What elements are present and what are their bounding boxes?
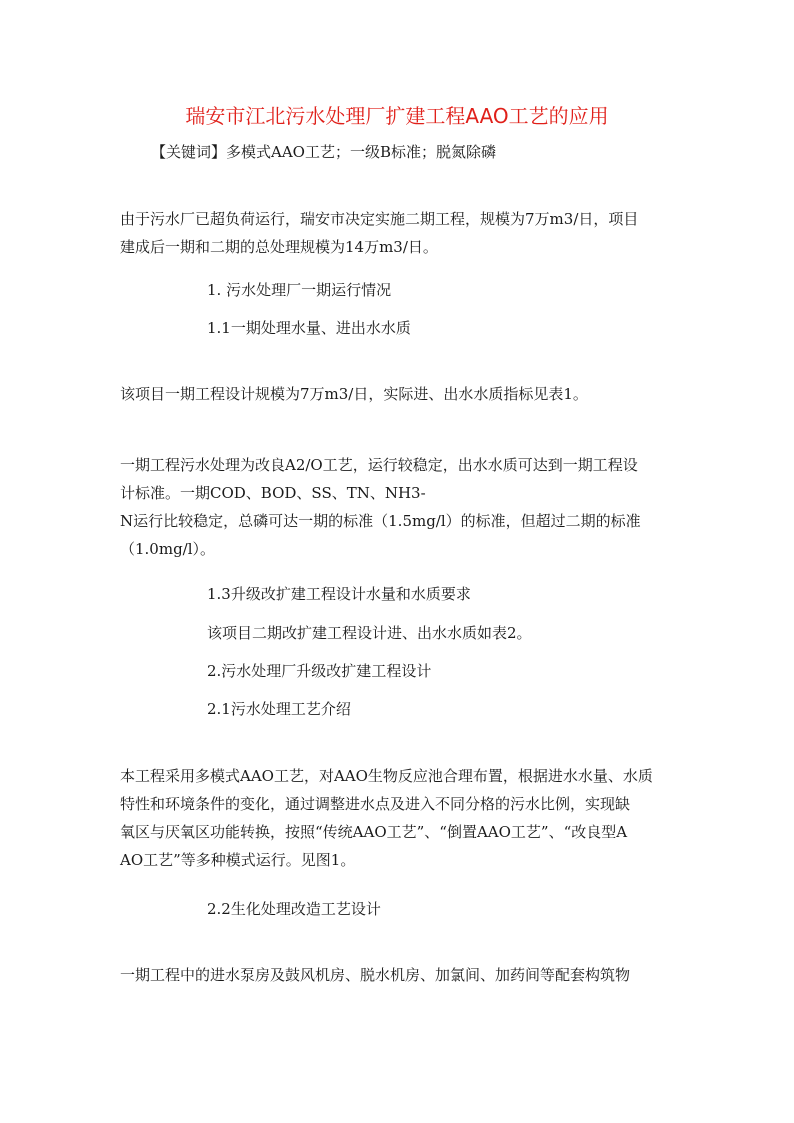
paragraph-line: 由于污水厂已超负荷运行，瑞安市决定实施二期工程，规模为7万m3/日，项目 [120, 210, 639, 228]
section-heading-1: 1. 污水处理厂一期运行情况 [207, 281, 392, 299]
paragraph-line: （1.0mg/l）。 [120, 540, 216, 558]
section-heading-1-3: 1.3升级改扩建工程设计水量和水质要求 [207, 585, 471, 603]
paragraph-phase1-scale: 该项目一期工程设计规模为7万m3/日，实际进、出水水质指标见表1。 [120, 385, 588, 403]
paragraph-line: 本工程采用多模式AAO工艺，对AAO生物反应池合理布置，根据进水水量、水质 [120, 767, 653, 785]
section-heading-2-1: 2.1污水处理工艺介绍 [207, 700, 351, 718]
document-title: 瑞安市江北污水处理厂扩建工程AAO工艺的应用 [185, 104, 609, 128]
section-heading-2-2: 2.2生化处理改造工艺设计 [207, 900, 381, 918]
paragraph-line: 特性和环境条件的变化，通过调整进水点及进入不同分格的污水比例，实现缺 [120, 795, 631, 813]
paragraph-line: 氧区与厌氧区功能转换，按照“传统AAO工艺”、“倒置AAO工艺”、“改良型A [120, 823, 628, 841]
paragraph-line: 一期工程污水处理为改良A2/O工艺，运行较稳定，出水水质可达到一期工程设 [120, 456, 638, 474]
paragraph-phase1-structures: 一期工程中的进水泵房及鼓风机房、脱水机房、加氯间、加药间等配套构筑物 [120, 966, 631, 984]
paragraph-phase2-quality: 该项目二期改扩建工程设计进、出水水质如表2。 [207, 624, 532, 642]
paragraph-line: N运行比较稳定，总磷可达一期的标准（1.5mg/l）的标准，但超过二期的标准 [120, 512, 641, 530]
section-heading-1-1: 1.1一期处理水量、进出水水质 [207, 319, 411, 337]
keywords-line: 【关键词】多模式AAO工艺；一级B标准；脱氮除磷 [151, 143, 496, 161]
paragraph-line: 计标准。一期COD、BOD、SS、TN、NH3- [120, 484, 426, 502]
paragraph-line: AO工艺”等多种模式运行。见图1。 [120, 851, 356, 869]
paragraph-intro [120, 205, 676, 261]
paragraph-phase1-process [120, 451, 676, 563]
section-heading-2: 2.污水处理厂升级改扩建工程设计 [207, 662, 432, 680]
paragraph-line: 建成后一期和二期的总处理规模为14万m3/日。 [120, 238, 438, 256]
paragraph-aao-process [120, 762, 676, 874]
